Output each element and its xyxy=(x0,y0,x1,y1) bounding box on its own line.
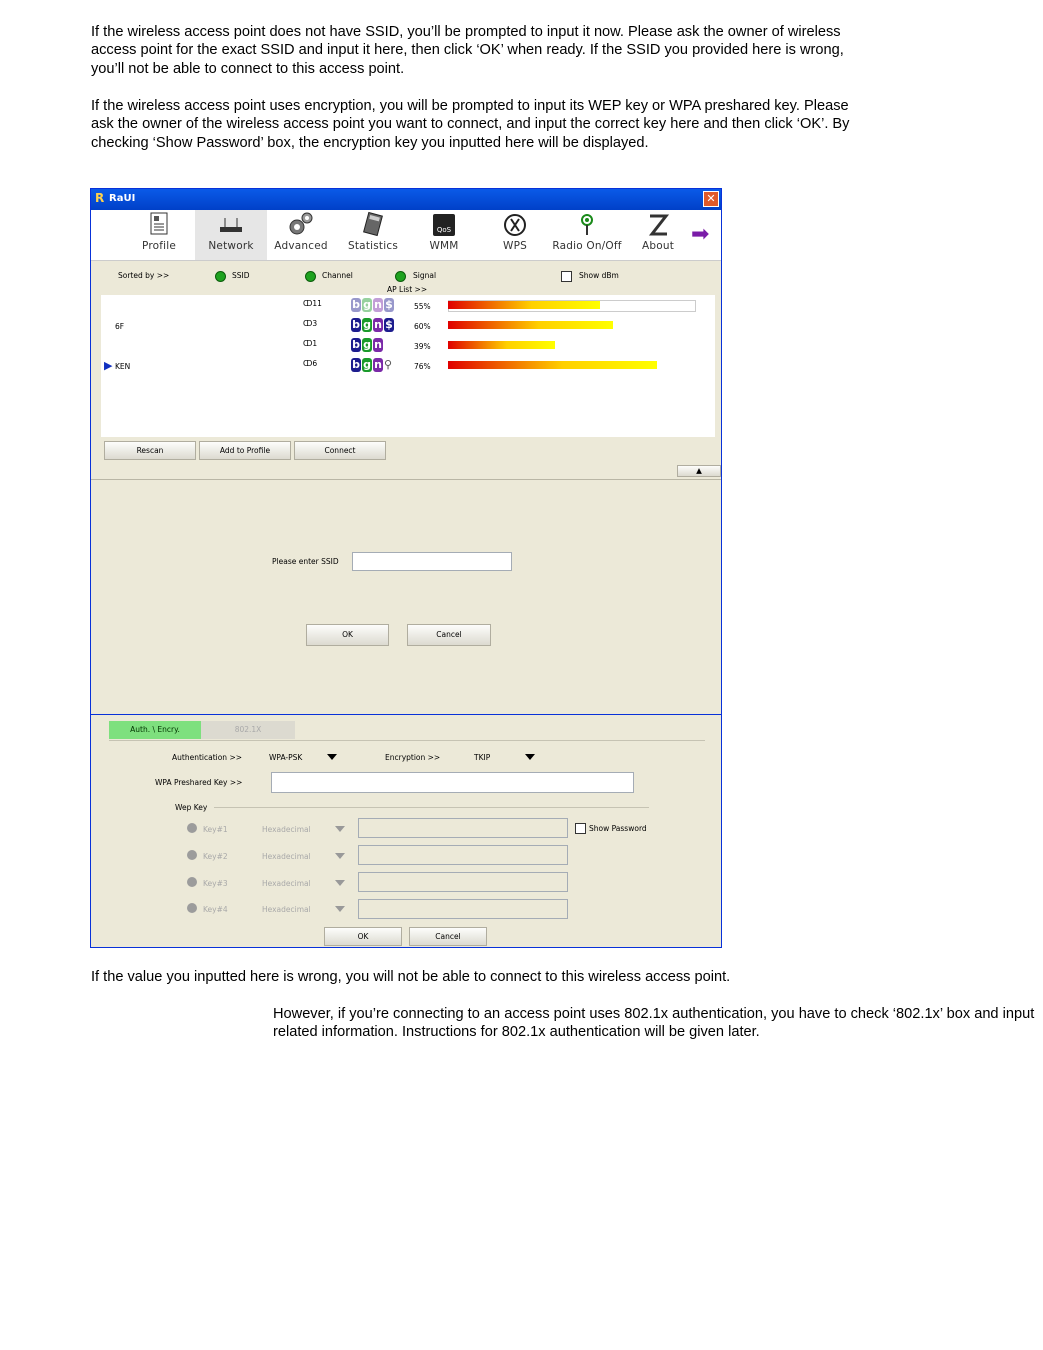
about-icon xyxy=(622,210,694,240)
tab-8021x[interactable]: 802.1X xyxy=(201,721,295,739)
paragraph-ssid-prompt: If the wireless access point does not have SSID, you’ll be prompted to input it now. Please ask the owner of wireless access point for the exact SSID and input it here, then click ‘OK’ when ready. If the SSID you provided here is wrong, you’ll not be able to connect to this access point. xyxy=(91,24,844,77)
collapse-button[interactable] xyxy=(677,465,721,477)
wep-key3-radio[interactable] xyxy=(187,877,197,887)
wep-key4-input[interactable] xyxy=(358,899,568,919)
close-button[interactable]: ✕ xyxy=(703,191,719,207)
encryption-label: Encryption >> xyxy=(385,753,441,762)
ap-channel: 1 xyxy=(312,339,318,348)
sort-channel-icon[interactable] xyxy=(305,271,316,282)
connect-button[interactable]: Connect xyxy=(294,441,386,460)
ap-ssid: 6F xyxy=(115,322,125,331)
ap-signal-text: 76% xyxy=(414,362,431,371)
channel-icon: ↀ11 xyxy=(303,299,322,308)
channel-icon: ↀ1 xyxy=(303,339,318,348)
ssid-cancel-button[interactable]: Cancel xyxy=(407,624,491,646)
profile-icon xyxy=(123,210,195,240)
caret-up-icon: ▲ xyxy=(696,466,702,475)
signal-bar xyxy=(448,301,600,309)
qos-icon xyxy=(408,210,480,240)
ssid-prompt-label: Please enter SSID xyxy=(272,557,339,566)
selected-arrow-icon: ▶ xyxy=(104,359,113,372)
bottom-cancel-button[interactable]: Cancel xyxy=(409,927,487,946)
wpa-preshared-key-input[interactable] xyxy=(271,772,634,793)
wps-icon xyxy=(479,210,551,240)
ap-row[interactable] xyxy=(101,357,715,375)
mode-badges: b g n $ xyxy=(352,298,393,311)
wep-key2-dropdown-icon[interactable] xyxy=(335,853,345,859)
wep-key2-input[interactable] xyxy=(358,845,568,865)
mode-badges: b g n xyxy=(352,338,382,351)
ap-row[interactable] xyxy=(101,297,715,315)
encryption-select[interactable]: TKIP xyxy=(474,753,491,762)
sort-channel-label[interactable]: Channel xyxy=(322,271,353,280)
wep-key4-radio[interactable] xyxy=(187,903,197,913)
channel-icon: ↀ3 xyxy=(303,319,318,328)
toolbar-profile-label: Profile xyxy=(141,240,177,252)
title-bar[interactable] xyxy=(91,189,721,210)
toolbar xyxy=(91,210,721,261)
signal-bar xyxy=(448,361,657,369)
ap-channel: 6 xyxy=(312,359,318,368)
sort-ssid-icon[interactable] xyxy=(215,271,226,282)
wep-group-line xyxy=(214,807,649,808)
security-panel xyxy=(91,715,721,947)
authentication-dropdown-icon[interactable] xyxy=(327,754,337,760)
ap-row[interactable] xyxy=(101,317,715,335)
toolbar-network-label: Network xyxy=(208,240,254,252)
svg-text:QoS: QoS xyxy=(436,226,452,234)
show-dbm-checkbox[interactable] xyxy=(561,271,572,282)
authentication-select[interactable]: WPA-PSK xyxy=(269,753,303,762)
sort-signal-label[interactable]: Signal xyxy=(413,271,437,280)
bottom-ok-button[interactable]: OK xyxy=(324,927,402,946)
toolbar-advanced[interactable] xyxy=(265,210,337,260)
mode-badges: b g n $ xyxy=(352,318,393,331)
signal-bar xyxy=(448,321,613,329)
toolbar-wps[interactable] xyxy=(479,210,551,260)
toolbar-statistics-label: Statistics xyxy=(348,240,398,252)
tab-divider xyxy=(109,740,705,741)
ap-signal-text: 39% xyxy=(414,342,431,351)
wep-key1-dropdown-icon[interactable] xyxy=(335,826,345,832)
paragraph-8021x: However, if you’re connecting to an access point uses 802.1x authentication, you have to check ‘802.1x’ box and input related information. Instructions for 802.1x authentication will be given later. xyxy=(273,1006,1035,1041)
ap-list[interactable] xyxy=(101,295,715,437)
show-password-label: Show Password xyxy=(589,824,647,833)
arrow-right-icon[interactable]: ➡ xyxy=(691,222,710,247)
wep-key3-dropdown-icon[interactable] xyxy=(335,880,345,886)
app-logo-icon: R xyxy=(95,191,105,205)
wep-key4-label: Key#4 xyxy=(203,905,228,914)
ap-channel: 3 xyxy=(312,319,318,328)
toolbar-wps-label: WPS xyxy=(503,240,527,252)
ap-signal-text: 60% xyxy=(414,322,431,331)
toolbar-profile[interactable] xyxy=(123,210,195,260)
wep-key4-format[interactable]: Hexadecimal xyxy=(262,905,311,914)
ssid-ok-button[interactable]: OK xyxy=(306,624,389,646)
wep-key1-format[interactable]: Hexadecimal xyxy=(262,825,311,834)
ap-ssid: KEN xyxy=(115,362,131,371)
toolbar-about-label: About xyxy=(641,240,675,252)
sort-signal-icon[interactable] xyxy=(395,271,406,282)
sort-ssid-label[interactable]: SSID xyxy=(232,271,250,280)
ap-row[interactable] xyxy=(101,337,715,355)
show-password-checkbox[interactable] xyxy=(575,823,586,834)
paragraph-wrong-value: If the value you inputted here is wrong, you will not be able to connect to this wireless access point. xyxy=(91,969,731,985)
channel-icon: ↀ6 xyxy=(303,359,318,368)
toolbar-advanced-label: Advanced xyxy=(274,240,328,252)
authentication-label: Authentication >> xyxy=(172,753,243,762)
wep-key1-label: Key#1 xyxy=(203,825,228,834)
sort-label: Sorted by >> xyxy=(118,271,170,280)
toolbar-wmm[interactable] xyxy=(408,210,480,260)
paragraph-encryption: If the wireless access point uses encryption, you will be prompted to input its WEP key or WPA preshared key. Please ask the owner of the wireless access point you want to connect, and input the correct key here and then click ‘OK’. By checking ‘Show Password’ box, the encryption key you inputted here will be displayed. xyxy=(91,98,850,151)
signal-bar xyxy=(448,341,555,349)
radio-antenna-icon xyxy=(551,210,623,240)
encryption-dropdown-icon[interactable] xyxy=(525,754,535,760)
wep-key2-label: Key#2 xyxy=(203,852,228,861)
rescan-button[interactable]: Rescan xyxy=(104,441,196,460)
show-dbm-label: Show dBm xyxy=(579,271,619,280)
wep-key3-label: Key#3 xyxy=(203,879,228,888)
ssid-prompt-panel xyxy=(91,479,721,715)
calculator-icon xyxy=(337,210,409,240)
wep-key3-format[interactable]: Hexadecimal xyxy=(262,879,311,888)
wep-key3-input[interactable] xyxy=(358,872,568,892)
raui-window xyxy=(90,188,722,948)
toolbar-about[interactable] xyxy=(622,210,694,260)
wep-key1-radio[interactable] xyxy=(187,823,197,833)
tab-auth-encry[interactable]: Auth. \ Encry. xyxy=(109,721,201,739)
toolbar-wmm-label: WMM xyxy=(429,240,459,252)
ap-channel: 11 xyxy=(312,299,322,308)
mode-badges: b g n ⚲ xyxy=(352,358,393,371)
ap-signal-text: 55% xyxy=(414,302,431,311)
toolbar-radio-label: Radio On/Off xyxy=(552,240,622,252)
router-icon xyxy=(195,210,267,240)
wpa-key-label: WPA Preshared Key >> xyxy=(155,778,243,787)
window-title: RaUI xyxy=(109,193,136,204)
wep-key1-input[interactable] xyxy=(358,818,568,838)
wep-key-label: Wep Key xyxy=(175,803,208,812)
toolbar-radio[interactable] xyxy=(551,210,623,260)
gears-icon xyxy=(265,210,337,240)
wep-key2-format[interactable]: Hexadecimal xyxy=(262,852,311,861)
wep-key4-dropdown-icon[interactable] xyxy=(335,906,345,912)
ssid-input[interactable] xyxy=(352,552,512,571)
wep-key2-radio[interactable] xyxy=(187,850,197,860)
add-to-profile-button[interactable]: Add to Profile xyxy=(199,441,291,460)
ap-list-label: AP List >> xyxy=(387,285,428,294)
toolbar-statistics[interactable] xyxy=(337,210,409,260)
toolbar-network[interactable] xyxy=(195,210,267,260)
